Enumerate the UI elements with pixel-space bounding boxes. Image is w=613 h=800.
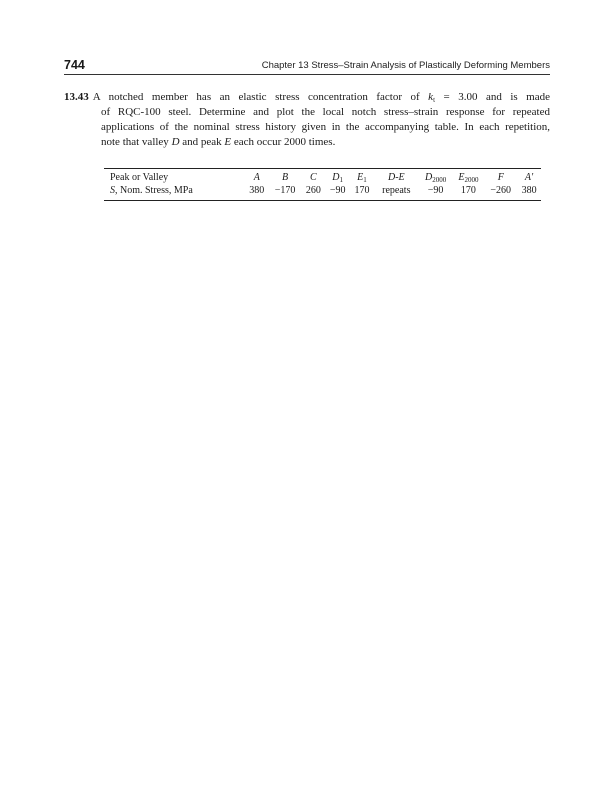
table-cell: −90 <box>427 185 444 196</box>
table-cell: 260 <box>305 185 321 196</box>
table-header-row <box>104 169 541 186</box>
problem-line-1: 13.43 A notched member has an elastic stress concentration factor of $k_t = 3.00$ and is made <box>64 91 550 104</box>
table-cell: repeats <box>382 185 411 196</box>
table-cell: −260 <box>490 185 512 196</box>
stress-history-table <box>104 168 541 201</box>
col-head: $D_{2000}$ <box>425 172 447 184</box>
col-head: $E_{2000}$ <box>458 172 479 184</box>
problem-line-3: applications of the nominal stress history given in the accompanying table. In each repetition, <box>101 121 550 133</box>
running-head: Chapter 13 Stress–Strain Analysis of Plastically Deforming Members <box>261 60 550 71</box>
table-cell: −90 <box>329 185 346 196</box>
col-head: $E_1$ <box>357 172 367 184</box>
table-cell: 170 <box>354 185 370 196</box>
running-header <box>64 56 550 75</box>
table-cell: −170 <box>274 185 296 196</box>
kt-symbol: k <box>428 91 434 103</box>
table-cell: 380 <box>249 185 265 196</box>
col-head: $D_1$ <box>332 172 343 184</box>
table-cell: 170 <box>460 185 476 196</box>
col-head: B <box>282 172 289 183</box>
table-value-row <box>104 185 541 201</box>
problem-line-4: note that valley D and peak E each occur 2000 times. <box>101 136 336 148</box>
problem-13-43 <box>64 90 550 150</box>
page-number: 744 <box>64 58 85 72</box>
row-label-nominal-stress: S, Nom. Stress, MPa <box>110 185 193 196</box>
col-head: D-E <box>387 172 405 183</box>
table-cell: 380 <box>521 185 537 196</box>
col-head: A <box>253 172 260 183</box>
col-head: A′ <box>524 172 534 183</box>
problem-line-2: of RQC-100 steel. Determine and plot the local notch stress–strain response for repeated <box>101 106 550 118</box>
col-head: C <box>310 172 317 183</box>
problem-number: 13.43 <box>64 91 89 103</box>
row-label-peak-valley: Peak or Valley <box>110 172 169 183</box>
col-head: F <box>497 172 504 183</box>
